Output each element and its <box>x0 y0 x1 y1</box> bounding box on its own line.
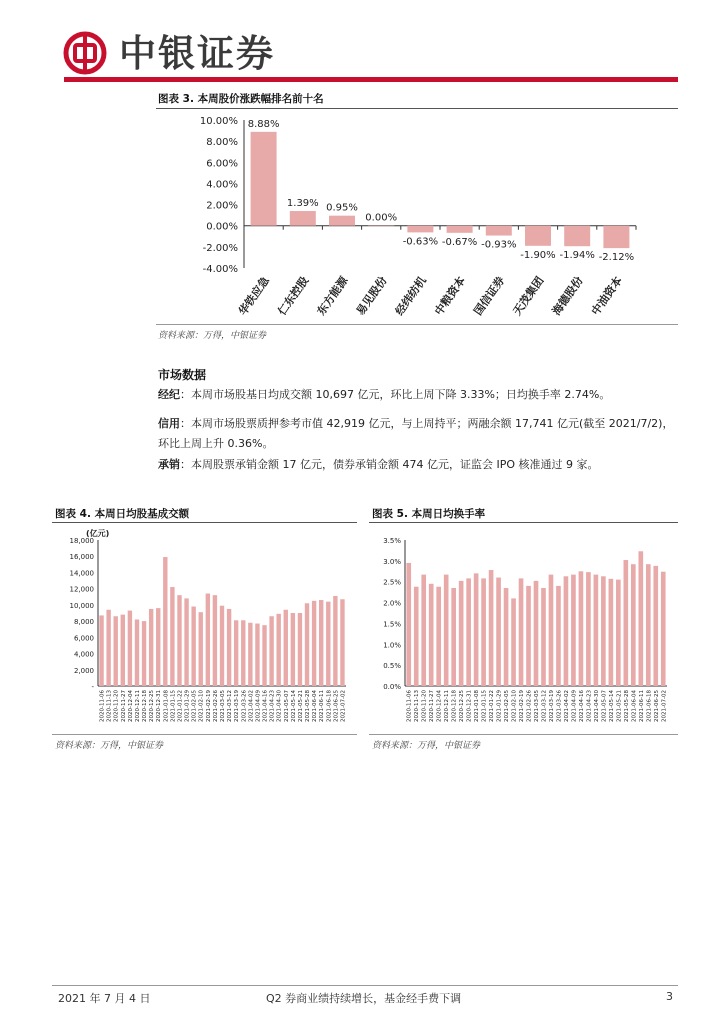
x-tick-label: 2021-06-25 <box>333 690 340 722</box>
bar <box>447 226 473 233</box>
x-tick-label: 2021-01-15 <box>481 690 488 722</box>
bar <box>661 572 666 686</box>
bar <box>624 560 629 686</box>
bar <box>213 595 217 686</box>
bar <box>251 132 277 226</box>
x-tick-label: 2020-12-04 <box>127 690 134 722</box>
x-tick-label: 2021-06-04 <box>631 690 638 722</box>
bar <box>262 625 266 686</box>
y-tick-label: 1.5% <box>383 620 401 629</box>
bar <box>269 616 273 686</box>
bar <box>163 557 167 686</box>
bar <box>481 578 486 686</box>
bar <box>444 575 449 686</box>
x-tick-label: 2021-07-02 <box>661 690 668 722</box>
y-tick-label: 2.00% <box>206 200 238 212</box>
bar <box>579 571 584 686</box>
page-header <box>0 0 724 86</box>
bar <box>594 575 599 686</box>
x-tick-label: 2021-03-12 <box>227 690 234 722</box>
y-tick-label: 6.00% <box>206 158 238 170</box>
x-tick-label: 国信证券 <box>471 274 508 318</box>
y-tick-label: 10,000 <box>69 601 94 610</box>
x-tick-label: 2020-12-31 <box>466 690 473 722</box>
bar <box>564 576 569 686</box>
bar <box>156 608 160 686</box>
bar <box>199 612 203 686</box>
y-axis-label: (亿元) <box>86 529 110 538</box>
x-tick-label: 2021-03-19 <box>234 690 241 722</box>
bar <box>407 226 433 233</box>
x-tick-label: 2021-03-12 <box>541 690 548 722</box>
data-label: -0.93% <box>481 239 517 251</box>
bar <box>571 575 576 686</box>
market-section-title: 市场数据 <box>158 368 207 382</box>
y-tick-label: -4.00% <box>202 264 238 275</box>
bar <box>177 595 181 686</box>
data-label: 0.95% <box>326 202 358 214</box>
x-tick-label: 2021-01-22 <box>177 690 184 722</box>
x-tick-label: 2021-06-18 <box>326 690 333 722</box>
y-tick-label: -2.00% <box>202 242 238 254</box>
figure4-bottom-rule <box>52 734 357 735</box>
figure3-rule <box>156 108 678 109</box>
bar <box>255 624 259 686</box>
figure5-title: 图表 5. 本周日均换手率 <box>372 508 486 520</box>
y-tick-label: 6,000 <box>73 634 94 643</box>
xinyong-label: 信用 <box>158 417 180 430</box>
x-tick-label: 中粮资本 <box>432 274 469 318</box>
x-tick-label: 仁东控股 <box>275 274 312 318</box>
x-tick-label: 2020-12-31 <box>156 690 163 722</box>
x-tick-label: 易见股份 <box>353 274 390 318</box>
bar <box>149 609 153 686</box>
footer-report-title: Q2 券商业绩持续增长，基金经手费下调 <box>266 992 462 1005</box>
data-label: 1.39% <box>286 198 319 210</box>
y-tick-label: 18,000 <box>69 537 94 545</box>
figure3-source: 资料来源：万得，中银证券 <box>158 331 267 341</box>
y-tick-label: 4,000 <box>73 650 94 659</box>
x-tick-label: 2021-02-05 <box>504 690 511 722</box>
x-tick-label: 2021-03-05 <box>220 690 226 722</box>
bar <box>290 211 316 226</box>
y-tick-label: 2,000 <box>73 666 94 675</box>
bar <box>234 620 238 686</box>
bar <box>227 609 231 686</box>
x-tick-label: 华铁应急 <box>236 274 273 318</box>
x-tick-label: 2021-01-15 <box>170 690 177 722</box>
x-tick-label: 2021-05-07 <box>283 690 290 722</box>
x-tick-label: 东方能源 <box>314 274 351 318</box>
bar <box>451 588 456 686</box>
x-tick-label: 2021-05-14 <box>290 690 297 722</box>
bar <box>340 599 344 686</box>
brand-name: 中银证券 <box>119 31 275 75</box>
y-tick-label: 3.5% <box>383 537 401 545</box>
x-tick-label: 2021-04-23 <box>586 690 593 722</box>
x-tick-label: 2020-11-27 <box>429 690 436 722</box>
data-label: -2.12% <box>598 252 635 264</box>
bar <box>170 587 174 686</box>
jingji-label: 经纪 <box>158 388 180 401</box>
x-tick-label: 中油资本 <box>588 274 625 318</box>
bar <box>504 588 509 686</box>
x-tick-label: 2020-12-18 <box>142 690 149 722</box>
data-label: -0.67% <box>441 236 478 248</box>
bar <box>276 614 280 686</box>
bar <box>609 579 614 686</box>
figure4-source: 资料来源：万得，中银证券 <box>55 741 164 751</box>
x-tick-label: 2021-04-30 <box>276 690 283 722</box>
x-tick-label: 2021-03-05 <box>534 690 540 722</box>
x-tick-label: 2020-12-25 <box>149 690 156 722</box>
y-tick-label: 14,000 <box>69 569 94 578</box>
bar <box>638 551 643 686</box>
figure3-chart <box>150 110 680 325</box>
bar <box>291 613 295 686</box>
bar <box>220 606 224 686</box>
x-tick-label: 2020-11-06 <box>406 690 413 722</box>
x-tick-label: 2021-04-23 <box>269 690 276 722</box>
x-tick-label: 2021-01-29 <box>184 690 191 722</box>
x-tick-label: 经纬纺机 <box>392 274 429 318</box>
figure5-chart <box>369 524 678 734</box>
x-tick-label: 2020-12-18 <box>451 690 458 722</box>
x-tick-label: 2020-12-25 <box>459 690 466 722</box>
figure3-bottom-rule <box>156 324 678 325</box>
bar <box>586 572 591 686</box>
chengxiao-text: ：本周股票承销金额 17 亿元，债券承销金额 474 亿元，证监会 IPO 核准通过 9 家。 <box>180 458 599 471</box>
chengxiao-label: 承销 <box>158 458 180 471</box>
x-tick-label: 2021-05-07 <box>601 690 608 722</box>
bar <box>421 575 426 686</box>
data-label: -0.63% <box>402 236 439 248</box>
x-tick-label: 2020-11-06 <box>99 690 106 722</box>
figure4-title: 图表 4. 本周日均股基成交额 <box>55 508 190 520</box>
data-label: 0.00% <box>365 212 398 224</box>
x-tick-label: 2021-04-09 <box>571 690 578 722</box>
x-tick-label: 2021-04-02 <box>248 690 255 722</box>
bar <box>241 620 245 686</box>
bar <box>326 602 330 686</box>
figure3-title: 图表 3. 本周股价涨跌幅排名前十名 <box>158 93 324 105</box>
x-tick-label: 2020-11-27 <box>120 690 127 722</box>
x-tick-label: 2021-06-11 <box>638 690 645 722</box>
header-rule <box>64 77 678 82</box>
bar <box>526 586 531 686</box>
market-jingji <box>158 385 678 405</box>
bar <box>298 613 302 686</box>
bar <box>305 603 309 686</box>
x-tick-label: 2021-01-29 <box>496 690 503 722</box>
y-tick-label: 8,000 <box>73 618 94 627</box>
bar <box>99 615 103 686</box>
y-tick-label: 0.5% <box>383 662 401 671</box>
bar <box>525 226 551 246</box>
bar <box>248 623 252 686</box>
x-tick-label: 2021-04-16 <box>262 690 269 722</box>
y-tick-label: 8.00% <box>206 137 238 149</box>
bar <box>368 226 394 227</box>
y-tick-label: 16,000 <box>69 553 94 562</box>
x-tick-label: 2021-04-09 <box>255 690 262 722</box>
x-tick-label: 2020-11-20 <box>421 690 428 722</box>
bar <box>653 566 658 686</box>
x-tick-label: 2021-02-19 <box>205 690 212 722</box>
bar <box>564 226 590 247</box>
x-tick-label: 2021-02-19 <box>519 690 526 722</box>
x-tick-label: 2021-04-02 <box>563 690 570 722</box>
bar <box>549 575 554 686</box>
data-label: -1.94% <box>559 250 595 262</box>
bar <box>496 578 501 686</box>
x-tick-label: 2021-06-25 <box>653 690 660 722</box>
bar <box>511 598 516 686</box>
x-tick-label: 2021-04-16 <box>578 690 585 722</box>
bar <box>121 615 125 686</box>
x-tick-label: 2021-02-05 <box>191 690 198 722</box>
bar <box>106 610 110 686</box>
bar <box>333 596 337 686</box>
x-tick-label: 2020-12-11 <box>444 690 451 722</box>
x-tick-label: 2021-05-28 <box>623 690 630 722</box>
y-tick-label: 4.00% <box>206 179 238 191</box>
y-tick-label: 1.0% <box>383 641 401 650</box>
x-tick-label: 2021-03-26 <box>241 690 248 722</box>
market-xinyong <box>158 414 678 454</box>
figure4-rule <box>52 522 357 523</box>
bar <box>135 619 139 686</box>
bar <box>601 576 606 686</box>
bar <box>114 616 118 686</box>
bar <box>429 584 434 686</box>
jingji-text: ：本周市场股基日均成交额 10,697 亿元，环比上周下降 3.33%；日均换手率 2.74%。 <box>180 388 611 401</box>
bar <box>603 226 629 248</box>
x-tick-label: 海德股份 <box>549 274 586 318</box>
bar <box>459 581 464 686</box>
bar <box>436 587 441 686</box>
bar <box>541 588 546 686</box>
x-tick-label: 2021-02-26 <box>526 690 533 722</box>
bar <box>312 601 316 686</box>
bar <box>329 216 355 226</box>
bar <box>486 226 512 236</box>
y-tick-label: 12,000 <box>69 585 94 594</box>
y-tick-label: 3.0% <box>383 557 401 566</box>
figure5-rule <box>369 522 678 523</box>
x-tick-label: 2021-05-21 <box>297 690 304 722</box>
x-tick-label: 2021-01-08 <box>163 690 170 722</box>
bar <box>206 594 210 686</box>
figure5-bottom-rule <box>369 734 678 735</box>
x-tick-label: 2021-01-22 <box>489 690 496 722</box>
bar <box>184 598 188 686</box>
x-tick-label: 天茂集团 <box>510 274 547 318</box>
figure5-source: 资料来源：万得，中银证券 <box>372 741 481 751</box>
x-tick-label: 2021-04-30 <box>593 690 600 722</box>
footer-date: 2021 年 7 月 4 日 <box>58 992 151 1005</box>
x-tick-label: 2020-12-04 <box>436 690 443 722</box>
x-tick-label: 2021-03-19 <box>548 690 555 722</box>
x-tick-label: 2020-11-13 <box>414 690 421 722</box>
bar <box>128 611 132 686</box>
bar <box>616 580 621 686</box>
footer-rule <box>52 985 678 986</box>
bar <box>646 564 651 686</box>
x-tick-label: 2021-05-14 <box>608 690 615 722</box>
x-tick-label: 2020-11-20 <box>113 690 120 722</box>
footer-page-number: 3 <box>666 990 673 1003</box>
x-tick-label: 2021-06-18 <box>646 690 653 722</box>
x-tick-label: 2021-02-10 <box>198 690 205 722</box>
bar <box>319 600 323 686</box>
bar <box>142 621 146 686</box>
y-tick-label: 0.00% <box>206 221 238 233</box>
bar <box>466 578 471 686</box>
data-label: -1.90% <box>520 249 556 261</box>
bar <box>191 607 195 686</box>
y-tick-label: 2.5% <box>383 578 401 587</box>
x-tick-label: 2021-02-10 <box>511 690 518 722</box>
bar <box>406 563 411 686</box>
y-tick-label: 10.00% <box>199 116 238 127</box>
y-tick-label: - <box>91 683 94 691</box>
bank-of-china-logo <box>63 31 107 75</box>
bar <box>631 564 636 686</box>
xinyong-text: ：本周市场股票质押参考市值 42,919 亿元，与上周持平；两融余额 17,741 亿元(截至 2021/7/2)，环比上周上升 0.36%。 <box>158 417 674 450</box>
bar <box>534 581 539 686</box>
bar <box>474 573 479 686</box>
y-tick-label: 0.0% <box>383 683 401 691</box>
bar <box>519 578 524 686</box>
data-label: 8.88% <box>247 118 280 130</box>
y-tick-label: 2.0% <box>383 599 401 608</box>
x-tick-label: 2021-05-21 <box>616 690 623 722</box>
x-tick-label: 2021-07-02 <box>340 690 347 722</box>
market-chengxiao <box>158 455 678 475</box>
x-tick-label: 2020-12-11 <box>134 690 141 722</box>
x-tick-label: 2021-01-08 <box>474 690 481 722</box>
x-tick-label: 2020-11-13 <box>106 690 113 722</box>
x-tick-label: 2021-02-26 <box>212 690 219 722</box>
x-tick-label: 2021-03-26 <box>556 690 563 722</box>
bar <box>556 586 561 686</box>
x-tick-label: 2021-05-28 <box>305 690 312 722</box>
bar <box>284 610 288 686</box>
bar <box>489 570 494 686</box>
x-tick-label: 2021-06-04 <box>312 690 319 722</box>
bar <box>414 587 419 686</box>
figure4-chart <box>52 524 357 734</box>
x-tick-label: 2021-06-11 <box>319 690 326 722</box>
